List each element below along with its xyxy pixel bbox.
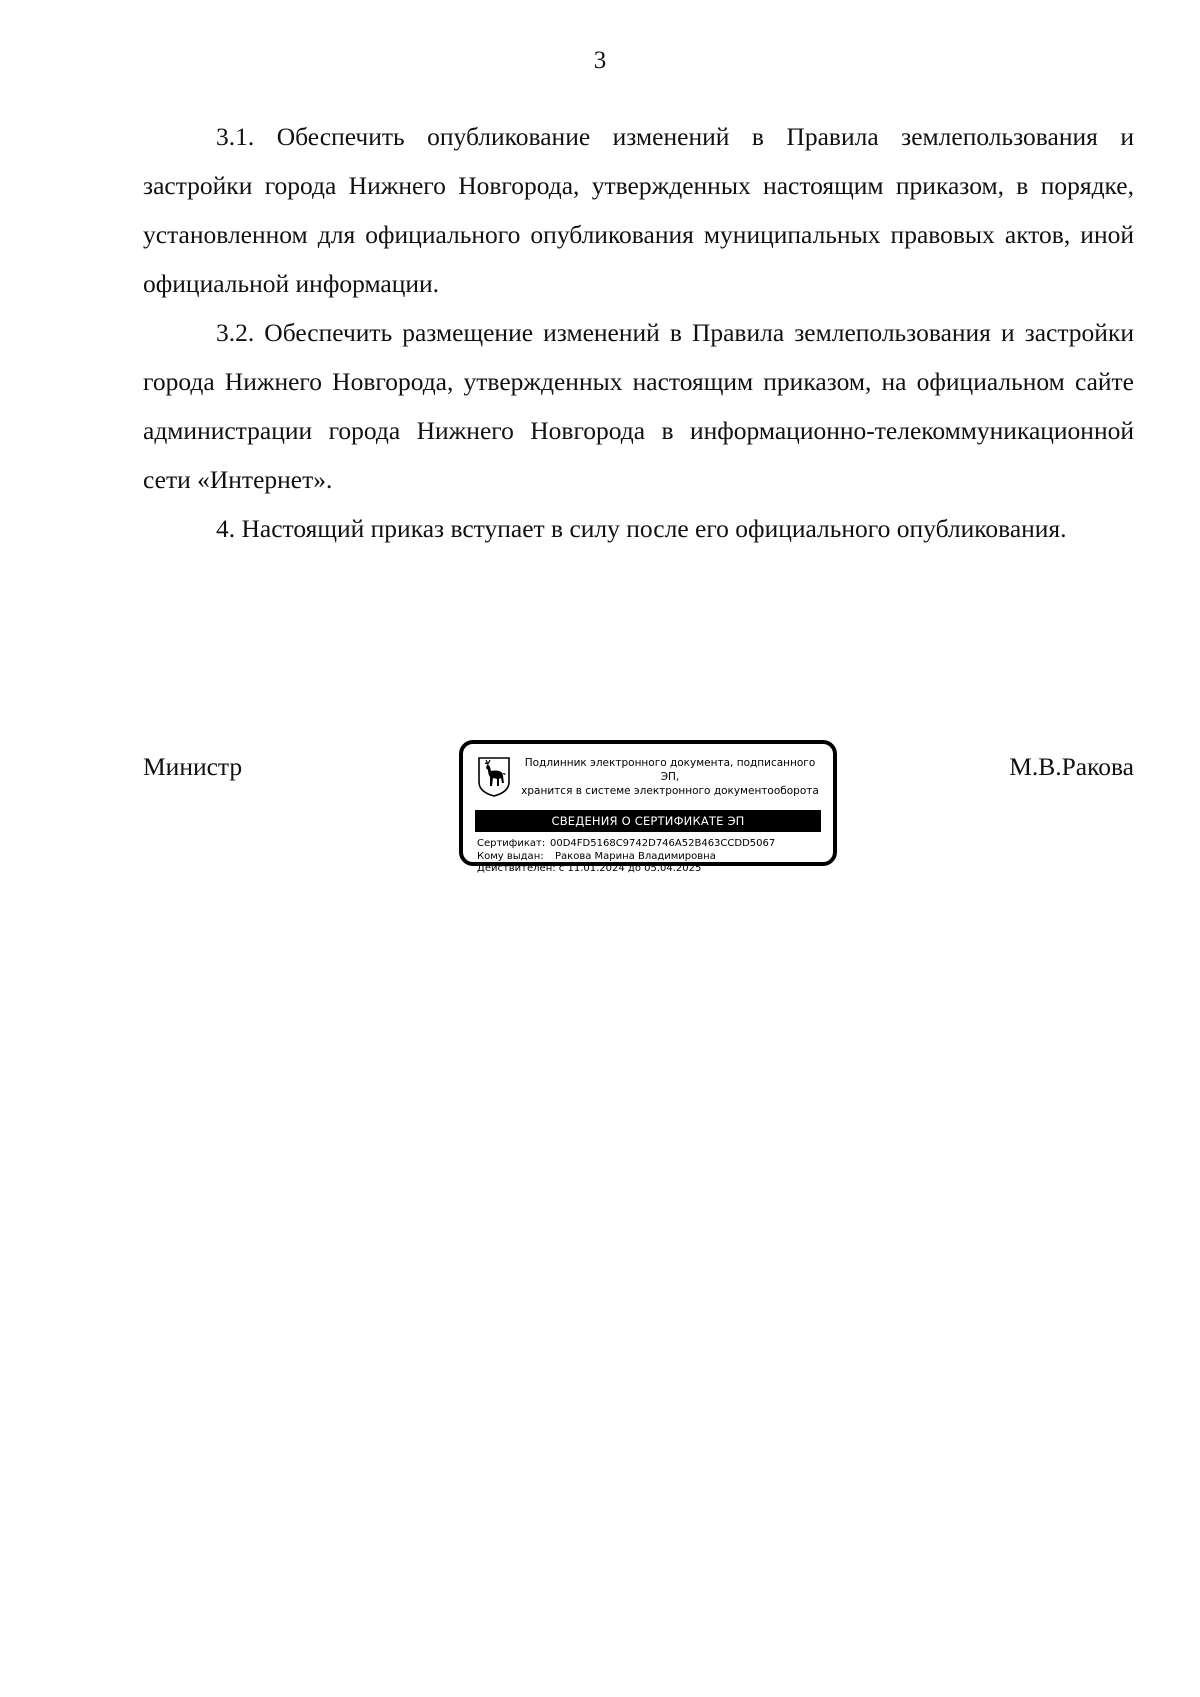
electronic-signature-stamp (459, 740, 837, 874)
signature-block (143, 740, 1134, 874)
validity-label: Действителен: (477, 863, 556, 874)
signer-position: Министр (143, 752, 243, 781)
certificate-label: Сертификат: (477, 838, 546, 849)
paragraph-3-1: 3.1. Обеспечить опубликование изменений в Правила землепользования и застройки города Нижнего Новгорода, утвержденных настоящим приказом, в порядке, установленном для официального опубликования муниципальных правовых актов, иной официальной информации. (143, 122, 1134, 298)
certificate-details (477, 838, 827, 876)
stamp-header (515, 756, 825, 798)
deer-emblem-icon (477, 756, 511, 798)
certificate-info-title: СВЕДЕНИЯ О СЕРТИФИКАТЕ ЭП (475, 810, 821, 832)
paragraph-4: 4. Настоящий приказ вступает в силу после его официального опубликования. (216, 514, 1067, 543)
signer-name: М.В.Ракова (1009, 752, 1134, 781)
certificate-line (477, 838, 827, 851)
stamp-header-line: хранится в системе электронного документооборота (521, 785, 819, 797)
paragraph-3-2: 3.2. Обеспечить размещение изменений в Правила землепользования и застройки города Нижнего Новгорода, утвержденных настоящим приказом, на официальном сайте администрации города Нижнего Новгорода в информационно-телекоммуникационной сети «Интернет». (143, 318, 1134, 494)
stamp-header-line: Подлинник электронного документа, подписанного ЭП, (524, 757, 816, 783)
validity-value: с 11.01.2024 до 05.04.2025 (558, 863, 702, 874)
issued-to-label: Кому выдан: (477, 850, 544, 862)
issued-to-line (477, 851, 827, 864)
document-body (143, 112, 1134, 553)
validity-line (477, 863, 827, 876)
certificate-value: 00D4FD5168C9742D746A52B463CCDD5067 (550, 838, 776, 849)
page-number: 3 (593, 47, 607, 74)
issued-to-value: Ракова Марина Владимировна (555, 850, 716, 862)
